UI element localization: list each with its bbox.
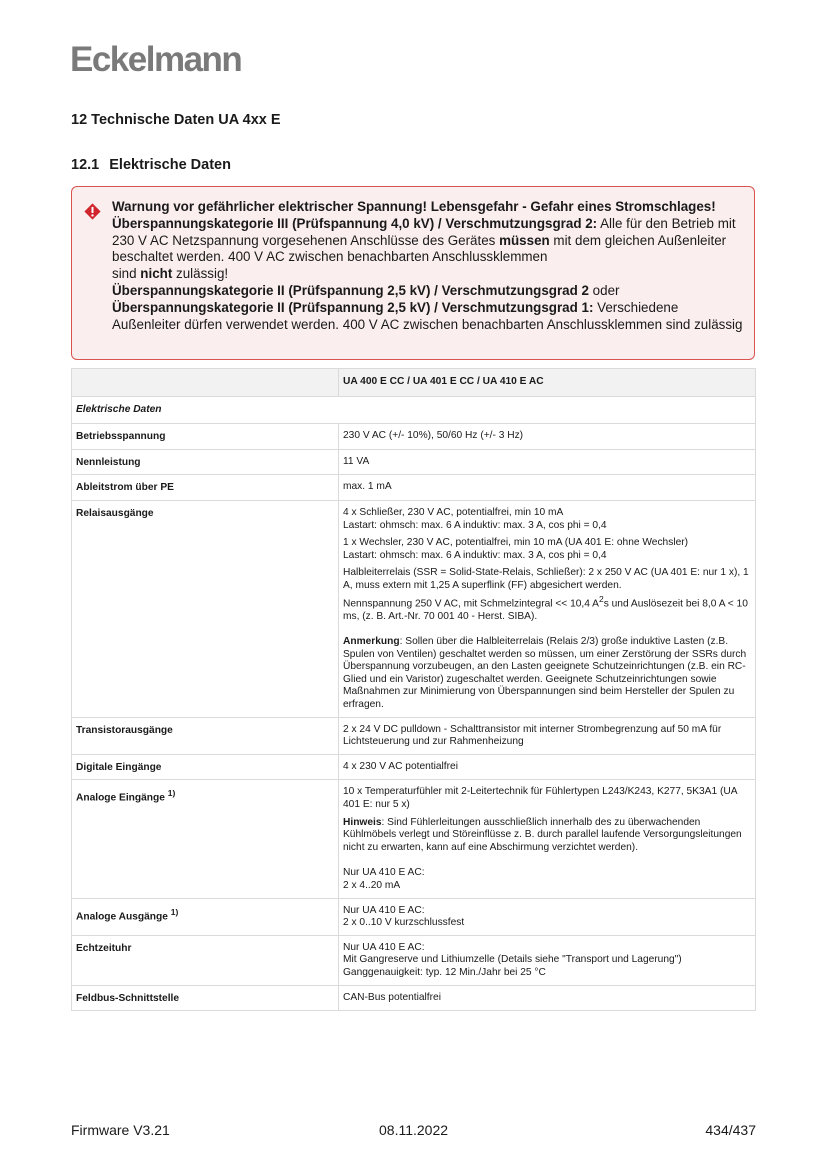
chapter-number: 12 xyxy=(71,112,88,128)
relais-text-4-pre: Nennspannung 250 V AC, mit Schmelzintegral << 10,4 A xyxy=(343,597,599,609)
warning-cat3-text4: zulässig! xyxy=(172,266,229,282)
section-number: 12.1 xyxy=(71,157,100,173)
analog-in-hint-text: : Sind Fühlerleitungen ausschließlich innerhalb des zu überwachenden Kühlmöbels verlegt und Störeinflüsse z. B. durch parallel laufende Versorgungsleitungen nicht zu erwarten, kann auf eine Abschirmung verzichtet werden). xyxy=(343,816,742,853)
chapter-heading xyxy=(71,112,281,128)
row-label: Feldbus-Schnittstelle xyxy=(72,985,339,1011)
warning-cat2-text: Verschiedene Außenleiter dürfen verwendet werden. 400 V AC zwischen benachbarten Anschlussklemmen sind zulässig xyxy=(112,299,743,332)
relais-text-1b: Lastart: ohmsch: max. 6 A induktiv: max. 3 A, cos phi = 0,4 xyxy=(343,519,607,531)
rtc-text-2: Mit Gangreserve und Lithiumzelle (Details siehe "Transport und Lagerung") xyxy=(343,954,682,966)
row-label: Digitale Eingänge xyxy=(72,754,339,780)
warning-cat3-text2: mit dem gleichen Außenleiter beschaltet werden. 400 V AC zwischen benachbarten Anschlussklemmen xyxy=(112,232,727,265)
row-value: 4 x 230 V AC potentialfrei xyxy=(339,754,756,780)
warning-headline: Warnung vor gefährlicher elektrischer Spannung! Lebensgefahr - Gefahr eines Stromschlages! xyxy=(112,199,716,214)
relais-text-4-sup: 2 xyxy=(598,593,604,604)
warning-box xyxy=(71,186,755,360)
row-label: Nennleistung xyxy=(72,449,339,475)
relais-note-label: Anmerkung xyxy=(343,636,400,648)
analog-in-hint xyxy=(343,817,751,855)
row-value: 11 VA xyxy=(339,449,756,475)
table-row xyxy=(72,985,756,1011)
footer-page-number: 434/437 xyxy=(705,1122,756,1138)
row-value xyxy=(339,898,756,935)
relais-note xyxy=(343,636,751,712)
footnote-marker: 1) xyxy=(167,788,176,799)
footer-date: 08.11.2022 xyxy=(379,1122,449,1138)
table-row xyxy=(72,500,756,717)
row-label: Echtzeituhr xyxy=(72,935,339,985)
row-value: max. 1 mA xyxy=(339,475,756,501)
analog-out-label: Analoge Ausgänge xyxy=(76,911,168,922)
table-row xyxy=(72,424,756,450)
table-row xyxy=(72,935,756,985)
company-logo: Eckelmann xyxy=(70,40,242,79)
row-value xyxy=(339,780,756,898)
warning-cat3-heading: Überspannungskategorie III (Prüfspannung 4,0 kV) / Verschmutzungsgrad 2: xyxy=(112,215,598,231)
row-value: CAN-Bus potentialfrei xyxy=(339,985,756,1011)
table-section-row xyxy=(72,396,756,424)
table-header-row xyxy=(72,369,756,397)
warning-text xyxy=(112,199,748,333)
row-value xyxy=(339,935,756,985)
row-label: Relaisausgänge xyxy=(72,500,339,717)
section-heading xyxy=(71,157,231,173)
warning-icon xyxy=(84,203,101,220)
header-empty-cell xyxy=(72,369,339,397)
section-title: Elektrische Daten xyxy=(109,157,231,173)
header-models: UA 400 E CC / UA 401 E CC / UA 410 E AC xyxy=(339,369,756,397)
relais-note-text: : Sollen über die Halbleiterrelais (Relais 2/3) große induktive Lasten (z.B. Spulen von Ventilen) geschaltet werden so müssen, um einer Zerstörung der SSRs durch Überspannung vorzubeugen, an den Lasten geeignete Schutzeinrichtungen (z.B. ein RC-Glied und ein Varistor) zugeschaltet werden. Geeignete Schutzeinrichtungen sowie Maßnahmen zur Minimierung von Überspannungen sind beim Hersteller der Spulen zu erfragen. xyxy=(343,636,747,711)
row-label xyxy=(72,898,339,935)
row-label: Ableitstrom über PE xyxy=(72,475,339,501)
spec-table xyxy=(71,368,756,1011)
rtc-text-1: Nur UA 410 E AC: xyxy=(343,941,425,953)
table-row xyxy=(72,754,756,780)
analog-in-text-3a: Nur UA 410 E AC: xyxy=(343,867,425,879)
warning-cat2-heading-1: Überspannungskategorie II (Prüfspannung 2,5 kV) / Verschmutzungsgrad 2 xyxy=(112,282,589,298)
analog-out-text-1: Nur UA 410 E AC: xyxy=(343,904,425,916)
relais-text-1a: 4 x Schließer, 230 V AC, potentialfrei, min 10 mA xyxy=(343,506,564,518)
table-row xyxy=(72,475,756,501)
row-label: Betriebsspannung xyxy=(72,424,339,450)
analog-out-text-2: 2 x 0..10 V kurzschlussfest xyxy=(343,917,465,929)
row-label: Transistorausgänge xyxy=(72,717,339,754)
row-value xyxy=(339,500,756,717)
relais-text-3: Halbleiterrelais (SSR = Solid-State-Relais, Schließer): 2 x 250 V AC (UA 401 E: nur 1 x), 1 A, muss extern mit 1,25 A superflink (FF) abgesichert werden. xyxy=(343,567,749,591)
relais-text-4-post: s und Auslösezeit bei 8,0 A < 10 ms, (z. B. Art.-Nr. 70 001 40 - Herst. SIBA). xyxy=(343,597,748,622)
warning-must: müssen xyxy=(499,232,550,248)
warning-cat2-heading-2: Überspannungskategorie II (Prüfspannung 2,5 kV) / Verschmutzungsgrad 1: xyxy=(112,299,594,315)
table-row xyxy=(72,449,756,475)
row-value: 2 x 24 V DC pulldown - Schalttransistor mit interner Strombegrenzung auf 50 mA für Lichtsteuerung und zur Rahmenheizung xyxy=(339,717,756,754)
footnote-marker: 1) xyxy=(170,906,179,917)
rtc-text-3: Ganggenauigkeit: typ. 12 Min./Jahr bei 25 °C xyxy=(343,966,546,978)
analog-in-label: Analoge Eingänge xyxy=(76,792,165,804)
footer-firmware: Firmware V3.21 xyxy=(71,1122,170,1138)
table-row xyxy=(72,717,756,754)
table-row xyxy=(72,780,756,898)
analog-in-text-1: 10 x Temperaturfühler mit 2-Leitertechnik für Fühlertypen L243/K243, K277, 5K3A1 (UA 401 E: nur 5 x) xyxy=(343,786,737,811)
relais-text-2b: Lastart: ohmsch: max. 6 A induktiv: max. 3 A, cos phi = 0,4 xyxy=(343,549,607,561)
warning-cat3-text: Alle für den Betrieb mit 230 V AC Netzspannung vorgesehenen Anschlüsse des Gerätes xyxy=(112,215,736,248)
warning-or: oder xyxy=(588,282,620,298)
analog-in-hint-label: Hinweis xyxy=(343,816,382,828)
row-value: 230 V AC (+/- 10%), 50/60 Hz (+/- 3 Hz) xyxy=(339,424,756,450)
chapter-title: Technische Daten UA 4xx E xyxy=(91,112,281,128)
warning-not: nicht xyxy=(140,266,173,282)
relais-text-2a: 1 x Wechsler, 230 V AC, potentialfrei, min 10 mA (UA 401 E: ohne Wechsler) xyxy=(343,537,689,549)
table-row xyxy=(72,898,756,935)
analog-in-text-3b: 2 x 4..20 mA xyxy=(343,880,401,892)
section-label: Elektrische Daten xyxy=(72,396,756,424)
warning-cat3-text3: sind xyxy=(112,266,141,282)
relais-text-4 xyxy=(343,593,751,624)
row-label xyxy=(72,780,339,898)
